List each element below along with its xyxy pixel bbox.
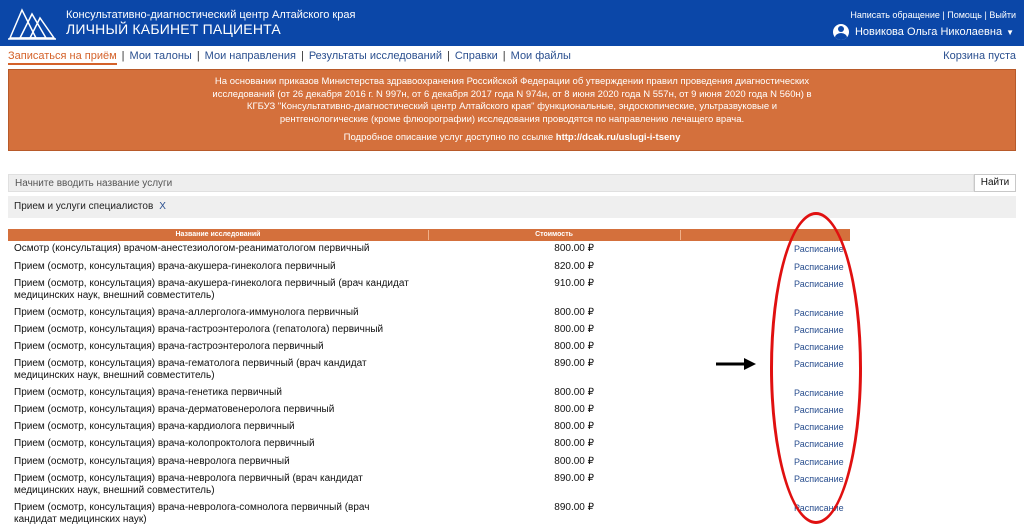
- nav-certificates[interactable]: Справки: [454, 50, 498, 62]
- service-name: Прием (осмотр, консультация) врача-гастроэнтеролога (гепатолога) первичный: [14, 324, 384, 335]
- top-links: [850, 10, 1016, 20]
- column-divider: [680, 230, 681, 240]
- schedule-link[interactable]: Расписание: [794, 422, 844, 432]
- service-name: Прием (осмотр, консультация) врача-гастроэнтеролога первичный: [14, 341, 324, 352]
- schedule-link[interactable]: Расписание: [794, 457, 844, 467]
- service-name: Прием (осмотр, консультация) врача-дерматовенеролога первичный: [14, 404, 335, 415]
- caret-down-icon: ▼: [1006, 27, 1014, 37]
- nav-my-files[interactable]: Мои файлы: [510, 50, 571, 62]
- service-name: Осмотр (консультация) врачом-анестезиологом-реаниматологом первичный: [14, 243, 370, 254]
- service-price: 800.00 ₽: [554, 243, 594, 254]
- banner-line: рентгенологические (кроме флюорографии) исследования проводятся по направлению лечащего врача.: [279, 113, 745, 125]
- red-oval-highlight-icon: [770, 212, 862, 524]
- user-avatar-icon: [833, 24, 849, 40]
- service-name: Прием (осмотр, консультация) врача-акушера-гинеколога первичный (врач кандидат медицинских наук, внешний совместитель): [14, 278, 409, 301]
- app-header: [0, 0, 1024, 46]
- service-price: 800.00 ₽: [554, 387, 594, 398]
- service-name: Прием (осмотр, консультация) врача-колопроктолога первичный: [14, 438, 315, 449]
- service-name: Прием (осмотр, консультация) врача-генетика первичный: [14, 387, 282, 398]
- user-name: Новикова Ольга Николаевна: [854, 26, 1003, 38]
- service-price: 890.00 ₽: [554, 473, 594, 484]
- nav-results[interactable]: Результаты исследований: [308, 50, 442, 62]
- service-name: Прием (осмотр, консультация) врача-аллерголога-иммунолога первичный: [14, 307, 359, 318]
- schedule-link[interactable]: Расписание: [794, 262, 844, 272]
- service-name: Прием (осмотр, консультация) врача-акушера-гинеколога первичный: [14, 261, 336, 272]
- link-separator: |: [939, 10, 948, 20]
- link-separator: |: [982, 10, 990, 20]
- schedule-link[interactable]: Расписание: [794, 405, 844, 415]
- service-search-input[interactable]: Начните вводить название услуги: [8, 174, 974, 192]
- active-filter: [8, 196, 1016, 218]
- schedule-link[interactable]: Расписание: [794, 359, 844, 369]
- service-name: Прием (осмотр, консультация) врача-кардиолога первичный: [14, 421, 295, 432]
- banner-line: исследований (от 26 декабря 2016 г. N 997н, от 6 декабря 2017 года N 974н, от 8 июня 2020 года N 557н, от 9 июня 2020 года N 560н) в: [212, 88, 812, 100]
- service-price: 800.00 ₽: [554, 341, 594, 352]
- schedule-link[interactable]: Расписание: [794, 244, 844, 254]
- column-header-name: Название исследований: [175, 231, 261, 238]
- service-price: 800.00 ₽: [554, 404, 594, 415]
- nav-separator: |: [502, 50, 506, 62]
- schedule-link[interactable]: Расписание: [794, 342, 844, 352]
- filter-label: Прием и услуги специалистов: [14, 201, 154, 212]
- service-price: 800.00 ₽: [554, 456, 594, 467]
- service-price: 800.00 ₽: [554, 421, 594, 432]
- help-link[interactable]: Помощь: [947, 10, 982, 20]
- service-price: 820.00 ₽: [554, 261, 594, 272]
- column-header-price: Стоимость: [535, 231, 573, 238]
- service-price: 800.00 ₽: [554, 324, 594, 335]
- service-price: 800.00 ₽: [554, 307, 594, 318]
- schedule-link[interactable]: Расписание: [794, 388, 844, 398]
- schedule-link[interactable]: Расписание: [794, 503, 844, 513]
- schedule-link[interactable]: Расписание: [794, 279, 844, 289]
- cabinet-title: ЛИЧНЫЙ КАБИНЕТ ПАЦИЕНТА: [66, 21, 281, 37]
- nav-my-referrals[interactable]: Мои направления: [204, 50, 296, 62]
- building-logo-icon: [6, 4, 58, 42]
- nav-book-appointment[interactable]: Записаться на приём: [8, 50, 117, 65]
- schedule-link[interactable]: Расписание: [794, 439, 844, 449]
- cart-status[interactable]: Корзина пуста: [943, 50, 1016, 62]
- right-arrow-icon: [716, 356, 756, 372]
- service-price: 890.00 ₽: [554, 358, 594, 369]
- banner-line: На основании приказов Министерства здравоохранения Российской Федерации об утверждении правил проведения диагностических: [214, 76, 810, 87]
- nav-separator: |: [196, 50, 200, 62]
- user-menu[interactable]: [833, 24, 1014, 40]
- service-price: 800.00 ₽: [554, 438, 594, 449]
- schedule-link[interactable]: Расписание: [794, 325, 844, 335]
- service-price: 910.00 ₽: [554, 278, 594, 289]
- service-name: Прием (осмотр, консультация) врача-невролога первичный: [14, 456, 290, 467]
- services-link[interactable]: http://dcak.ru/uslugi-i-tseny: [555, 132, 681, 144]
- write-request-link[interactable]: Написать обращение: [850, 10, 940, 20]
- search-button[interactable]: Найти: [974, 174, 1016, 192]
- service-name: Прием (осмотр, консультация) врача-невролога-сомнолога первичный (врач кандидат медицинских наук): [14, 502, 370, 525]
- info-banner: [8, 69, 1016, 151]
- nav-separator: |: [121, 50, 125, 62]
- schedule-link[interactable]: Расписание: [794, 474, 844, 484]
- nav-my-tickets[interactable]: Мои талоны: [129, 50, 192, 62]
- remove-filter-button[interactable]: X: [159, 201, 166, 212]
- service-name: Прием (осмотр, консультация) врача-невролога первичный (врач кандидат медицинских наук, внешний совместитель): [14, 473, 363, 496]
- main-nav: [8, 50, 571, 62]
- service-name: Прием (осмотр, консультация) врача-гематолога первичный (врач кандидат медицинских наук, внешний совместитель): [14, 358, 367, 381]
- service-price: 890.00 ₽: [554, 502, 594, 513]
- nav-separator: |: [447, 50, 450, 62]
- banner-line: КГБУЗ "Консультативно-диагностический центр Алтайского края" функциональные, эндоскопические, ультразвуковые и: [246, 101, 778, 113]
- org-name: Консультативно-диагностический центр Алтайского края: [66, 9, 356, 21]
- logout-link[interactable]: Выйти: [989, 10, 1016, 20]
- banner-link-prefix: Подробное описание услуг доступно по ссылке: [343, 132, 554, 144]
- table-header: [8, 229, 850, 241]
- nav-separator: |: [300, 50, 304, 62]
- schedule-link[interactable]: Расписание: [794, 308, 844, 318]
- banner-link-line: [9, 132, 1015, 145]
